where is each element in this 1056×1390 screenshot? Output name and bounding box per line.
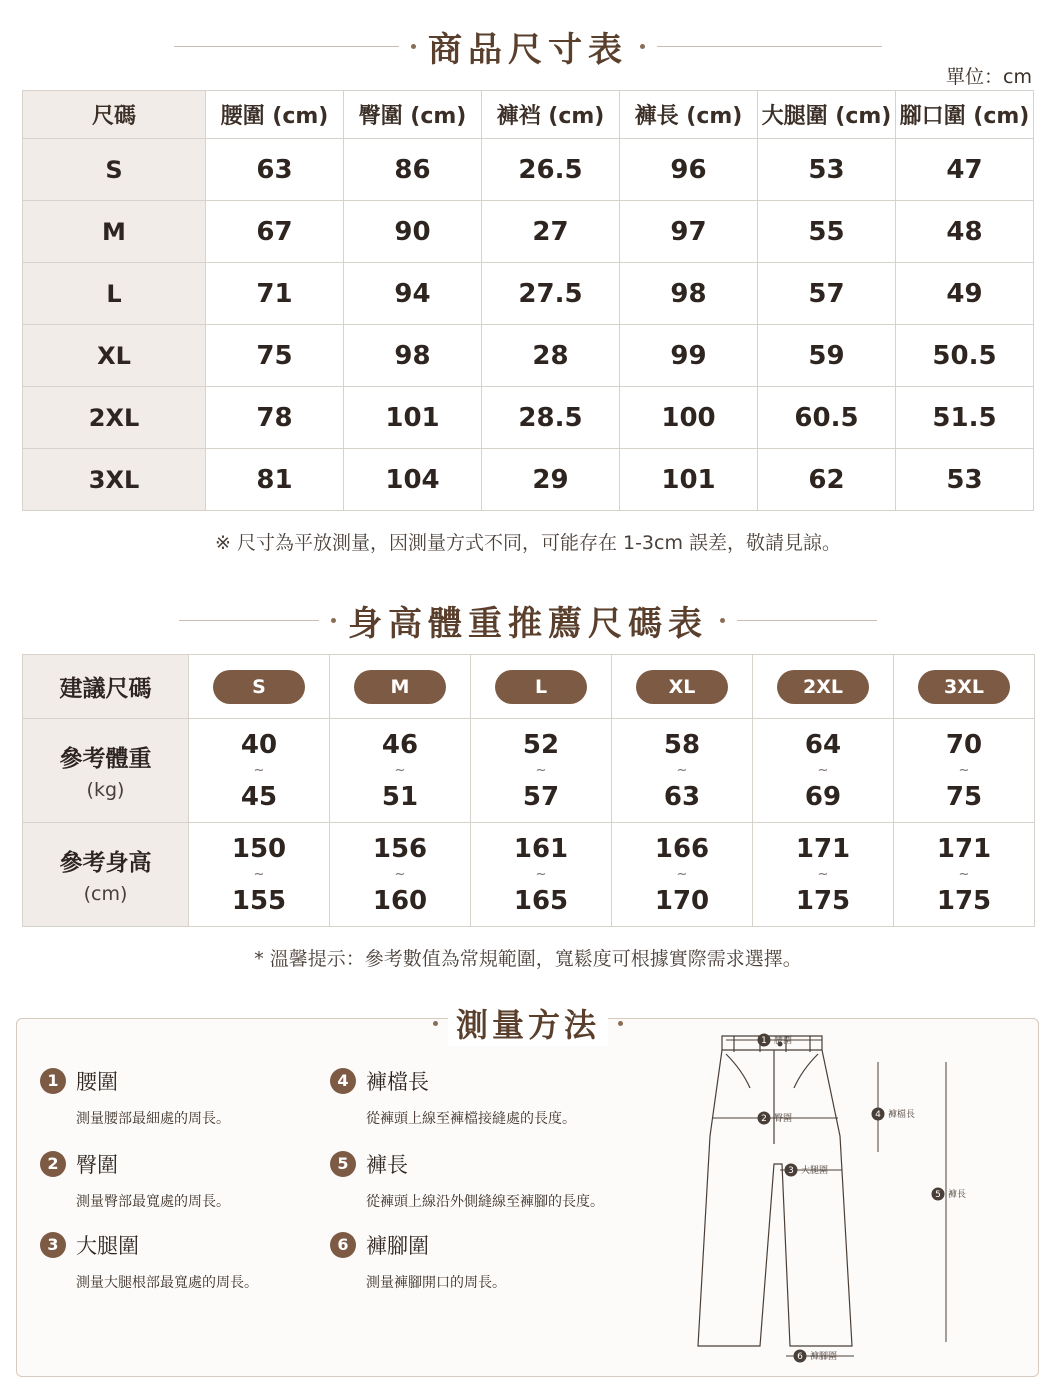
value-cell: 27 <box>482 201 620 263</box>
size-cell <box>330 655 471 719</box>
size-chart-note: ※ 尺寸為平放測量，因測量方式不同，可能存在 1-3cm 誤差，敬請見諒。 <box>214 532 842 554</box>
number-badge: 4 <box>330 1068 356 1094</box>
weight-label: 參考體重 <box>59 746 152 772</box>
size-table <box>22 90 1034 511</box>
tilde: ~ <box>817 762 829 778</box>
divider <box>174 46 399 47</box>
pants-outline <box>698 1050 852 1346</box>
badge-waist-num: 1 <box>761 1036 767 1046</box>
measure-item-thigh <box>40 1230 258 1292</box>
weight-min: 70 <box>945 729 983 760</box>
measure-item-waist <box>40 1066 230 1128</box>
badge-rise-num: 4 <box>875 1110 881 1120</box>
divider <box>737 620 877 621</box>
weight-cell <box>330 719 471 823</box>
height-cell <box>894 823 1035 927</box>
value-cell: 98 <box>620 263 758 325</box>
value-cell: 57 <box>758 263 896 325</box>
table-row <box>23 449 1034 511</box>
value-cell: 55 <box>758 201 896 263</box>
measure-item-title: 臀圍 <box>76 1153 118 1177</box>
value-cell: 90 <box>344 201 482 263</box>
dot-ornament <box>331 618 336 623</box>
measure-item-desc: 測量腰部最細處的周長。 <box>76 1111 230 1127</box>
dot-ornament <box>411 44 416 49</box>
value-cell: 27.5 <box>482 263 620 325</box>
badge-length-num: 5 <box>935 1190 941 1200</box>
value-cell: 98 <box>344 325 482 387</box>
number-badge: 2 <box>40 1151 66 1177</box>
pocket-left <box>726 1054 750 1088</box>
diagram-rise-label: 褲檔長 <box>888 1110 916 1120</box>
number-badge: 5 <box>330 1151 356 1177</box>
measure-item-desc: 測量大腿根部最寬處的周長。 <box>76 1275 258 1291</box>
diagram-hem-label: 褲腳圍 <box>810 1352 838 1362</box>
recommend-title: 身高體重推薦尺碼表 <box>348 604 708 644</box>
value-cell: 75 <box>206 325 344 387</box>
weight-min: 58 <box>663 729 701 760</box>
weight-cell <box>612 719 753 823</box>
measure-title: 測量方法 <box>448 1000 608 1046</box>
value-cell: 47 <box>896 139 1034 201</box>
badge-hem-num: 6 <box>797 1352 803 1362</box>
size-cell <box>612 655 753 719</box>
size-label: 建議尺碼 <box>59 676 152 702</box>
measure-item-desc: 測量臀部最寬處的周長。 <box>76 1194 230 1210</box>
table-row <box>23 201 1034 263</box>
weight-cell <box>894 719 1035 823</box>
height-row <box>23 823 1035 927</box>
size-cell <box>894 655 1035 719</box>
value-cell: 96 <box>620 139 758 201</box>
weight-cell <box>753 719 894 823</box>
recommend-note: * 溫馨提示：參考數值為常規範圍，寬鬆度可根據實際需求選擇。 <box>254 948 802 970</box>
height-max: 170 <box>654 885 710 916</box>
value-cell: 53 <box>758 139 896 201</box>
size-pill: M <box>354 670 446 704</box>
value-cell: 48 <box>896 201 1034 263</box>
header-length: 褲長 (cm) <box>620 91 758 139</box>
value-cell: 28 <box>482 325 620 387</box>
measure-item-title: 大腿圍 <box>76 1234 139 1258</box>
weight-max: 45 <box>240 781 278 812</box>
value-cell: 60.5 <box>758 387 896 449</box>
weight-max: 63 <box>663 781 701 812</box>
tilde: ~ <box>253 762 265 778</box>
table-row <box>23 139 1034 201</box>
size-cell <box>471 655 612 719</box>
weight-max: 51 <box>381 781 419 812</box>
diagram-length-label: 褲長 <box>948 1190 967 1200</box>
weight-cell <box>471 719 612 823</box>
header-thigh: 大腿圍 (cm) <box>758 91 896 139</box>
height-max: 160 <box>372 885 428 916</box>
weight-min: 64 <box>804 729 842 760</box>
value-cell: 104 <box>344 449 482 511</box>
weight-min: 52 <box>522 729 560 760</box>
measure-item-title: 褲檔長 <box>366 1070 429 1094</box>
table-row <box>23 387 1034 449</box>
value-cell: 81 <box>206 449 344 511</box>
value-cell: 101 <box>344 387 482 449</box>
measure-item-hip <box>40 1149 230 1211</box>
weight-max: 57 <box>522 781 560 812</box>
size-pill: L <box>495 670 587 704</box>
weight-unit: (kg) <box>86 779 125 801</box>
value-cell: 50.5 <box>896 325 1034 387</box>
dot-ornament <box>433 1021 438 1026</box>
header-rise: 褲裆 (cm) <box>482 91 620 139</box>
table-header-row <box>23 91 1034 139</box>
size-pill: S <box>213 670 305 704</box>
value-cell: 78 <box>206 387 344 449</box>
header-hip: 臀圍 (cm) <box>344 91 482 139</box>
value-cell: 62 <box>758 449 896 511</box>
number-badge: 6 <box>330 1232 356 1258</box>
value-cell: 86 <box>344 139 482 201</box>
size-cell <box>189 655 330 719</box>
tilde: ~ <box>394 866 406 882</box>
height-unit: (cm) <box>83 883 128 905</box>
measure-item-desc: 從褲頭上線至褲檔接縫處的長度。 <box>366 1111 576 1127</box>
header-waist: 腰圍 (cm) <box>206 91 344 139</box>
dot-ornament <box>618 1021 623 1026</box>
height-cell <box>612 823 753 927</box>
tilde: ~ <box>958 762 970 778</box>
weight-row <box>23 719 1035 823</box>
value-cell: 94 <box>344 263 482 325</box>
height-min: 171 <box>795 833 851 864</box>
value-cell: 59 <box>758 325 896 387</box>
measure-item-length <box>330 1149 604 1211</box>
size-cell: M <box>23 201 206 263</box>
height-min: 171 <box>936 833 992 864</box>
height-cell <box>471 823 612 927</box>
header-hem: 腳口圍 (cm) <box>896 91 1034 139</box>
height-cell <box>189 823 330 927</box>
measure-item-rise <box>330 1066 576 1128</box>
height-max: 155 <box>231 885 287 916</box>
tilde: ~ <box>535 866 547 882</box>
value-cell: 67 <box>206 201 344 263</box>
value-cell: 100 <box>620 387 758 449</box>
height-label: 參考身高 <box>59 850 152 876</box>
diagram-hip-label: 臀圍 <box>774 1114 793 1124</box>
height-cell <box>330 823 471 927</box>
diagram-waist-label: 腰圍 <box>774 1036 793 1046</box>
value-cell: 63 <box>206 139 344 201</box>
measure-item-title: 褲腳圍 <box>366 1234 429 1258</box>
number-badge: 3 <box>40 1232 66 1258</box>
waistband <box>722 1036 822 1050</box>
height-cell <box>753 823 894 927</box>
height-max: 175 <box>936 885 992 916</box>
height-min: 150 <box>231 833 287 864</box>
number-badge: 1 <box>40 1068 66 1094</box>
value-cell: 26.5 <box>482 139 620 201</box>
table-row <box>23 263 1034 325</box>
pocket-right <box>794 1054 818 1088</box>
tilde: ~ <box>394 762 406 778</box>
size-pill: 3XL <box>918 670 1010 704</box>
value-cell: 28.5 <box>482 387 620 449</box>
size-cell: XL <box>23 325 206 387</box>
size-cell: 3XL <box>23 449 206 511</box>
size-cell: L <box>23 263 206 325</box>
size-cell: 2XL <box>23 387 206 449</box>
divider <box>179 620 319 621</box>
weight-max: 75 <box>945 781 983 812</box>
dot-ornament <box>720 618 725 623</box>
value-cell: 101 <box>620 449 758 511</box>
tilde: ~ <box>253 866 265 882</box>
value-cell: 49 <box>896 263 1034 325</box>
weight-min: 46 <box>381 729 419 760</box>
weight-min: 40 <box>240 729 278 760</box>
recommend-title-row <box>0 596 1056 645</box>
value-cell: 53 <box>896 449 1034 511</box>
recommend-table <box>22 654 1035 927</box>
size-pill: XL <box>636 670 728 704</box>
size-chart-title: 商品尺寸表 <box>428 30 628 70</box>
size-row <box>23 655 1035 719</box>
tilde: ~ <box>958 866 970 882</box>
measure-item-title: 褲長 <box>366 1153 408 1177</box>
diagram-thigh-label: 大腿圍 <box>801 1166 829 1176</box>
height-min: 156 <box>372 833 428 864</box>
row-head-size <box>23 655 189 719</box>
size-chart-title-row <box>0 22 1056 71</box>
weight-max: 69 <box>804 781 842 812</box>
size-pill: 2XL <box>777 670 869 704</box>
dot-ornament <box>640 44 645 49</box>
divider <box>657 46 882 47</box>
table-row <box>23 325 1034 387</box>
height-min: 161 <box>513 833 569 864</box>
measure-item-title: 腰圍 <box>76 1070 118 1094</box>
header-size: 尺碼 <box>23 91 206 139</box>
row-head-weight <box>23 719 189 823</box>
unit-label: 單位：cm <box>946 66 1032 88</box>
weight-cell <box>189 719 330 823</box>
measure-item-hem <box>330 1230 506 1292</box>
pants-diagram <box>690 1026 990 1366</box>
value-cell: 97 <box>620 201 758 263</box>
tilde: ~ <box>676 866 688 882</box>
value-cell: 71 <box>206 263 344 325</box>
height-max: 175 <box>795 885 851 916</box>
tilde: ~ <box>535 762 547 778</box>
size-cell <box>753 655 894 719</box>
size-cell: S <box>23 139 206 201</box>
badge-thigh-num: 3 <box>788 1166 794 1176</box>
value-cell: 51.5 <box>896 387 1034 449</box>
measure-item-desc: 測量褲腳開口的周長。 <box>366 1275 506 1291</box>
row-head-height <box>23 823 189 927</box>
height-min: 166 <box>654 833 710 864</box>
value-cell: 99 <box>620 325 758 387</box>
height-max: 165 <box>513 885 569 916</box>
tilde: ~ <box>676 762 688 778</box>
badge-hip-num: 2 <box>761 1114 767 1124</box>
value-cell: 29 <box>482 449 620 511</box>
tilde: ~ <box>817 866 829 882</box>
measure-item-desc: 從褲頭上線沿外側縫線至褲腳的長度。 <box>366 1194 604 1210</box>
